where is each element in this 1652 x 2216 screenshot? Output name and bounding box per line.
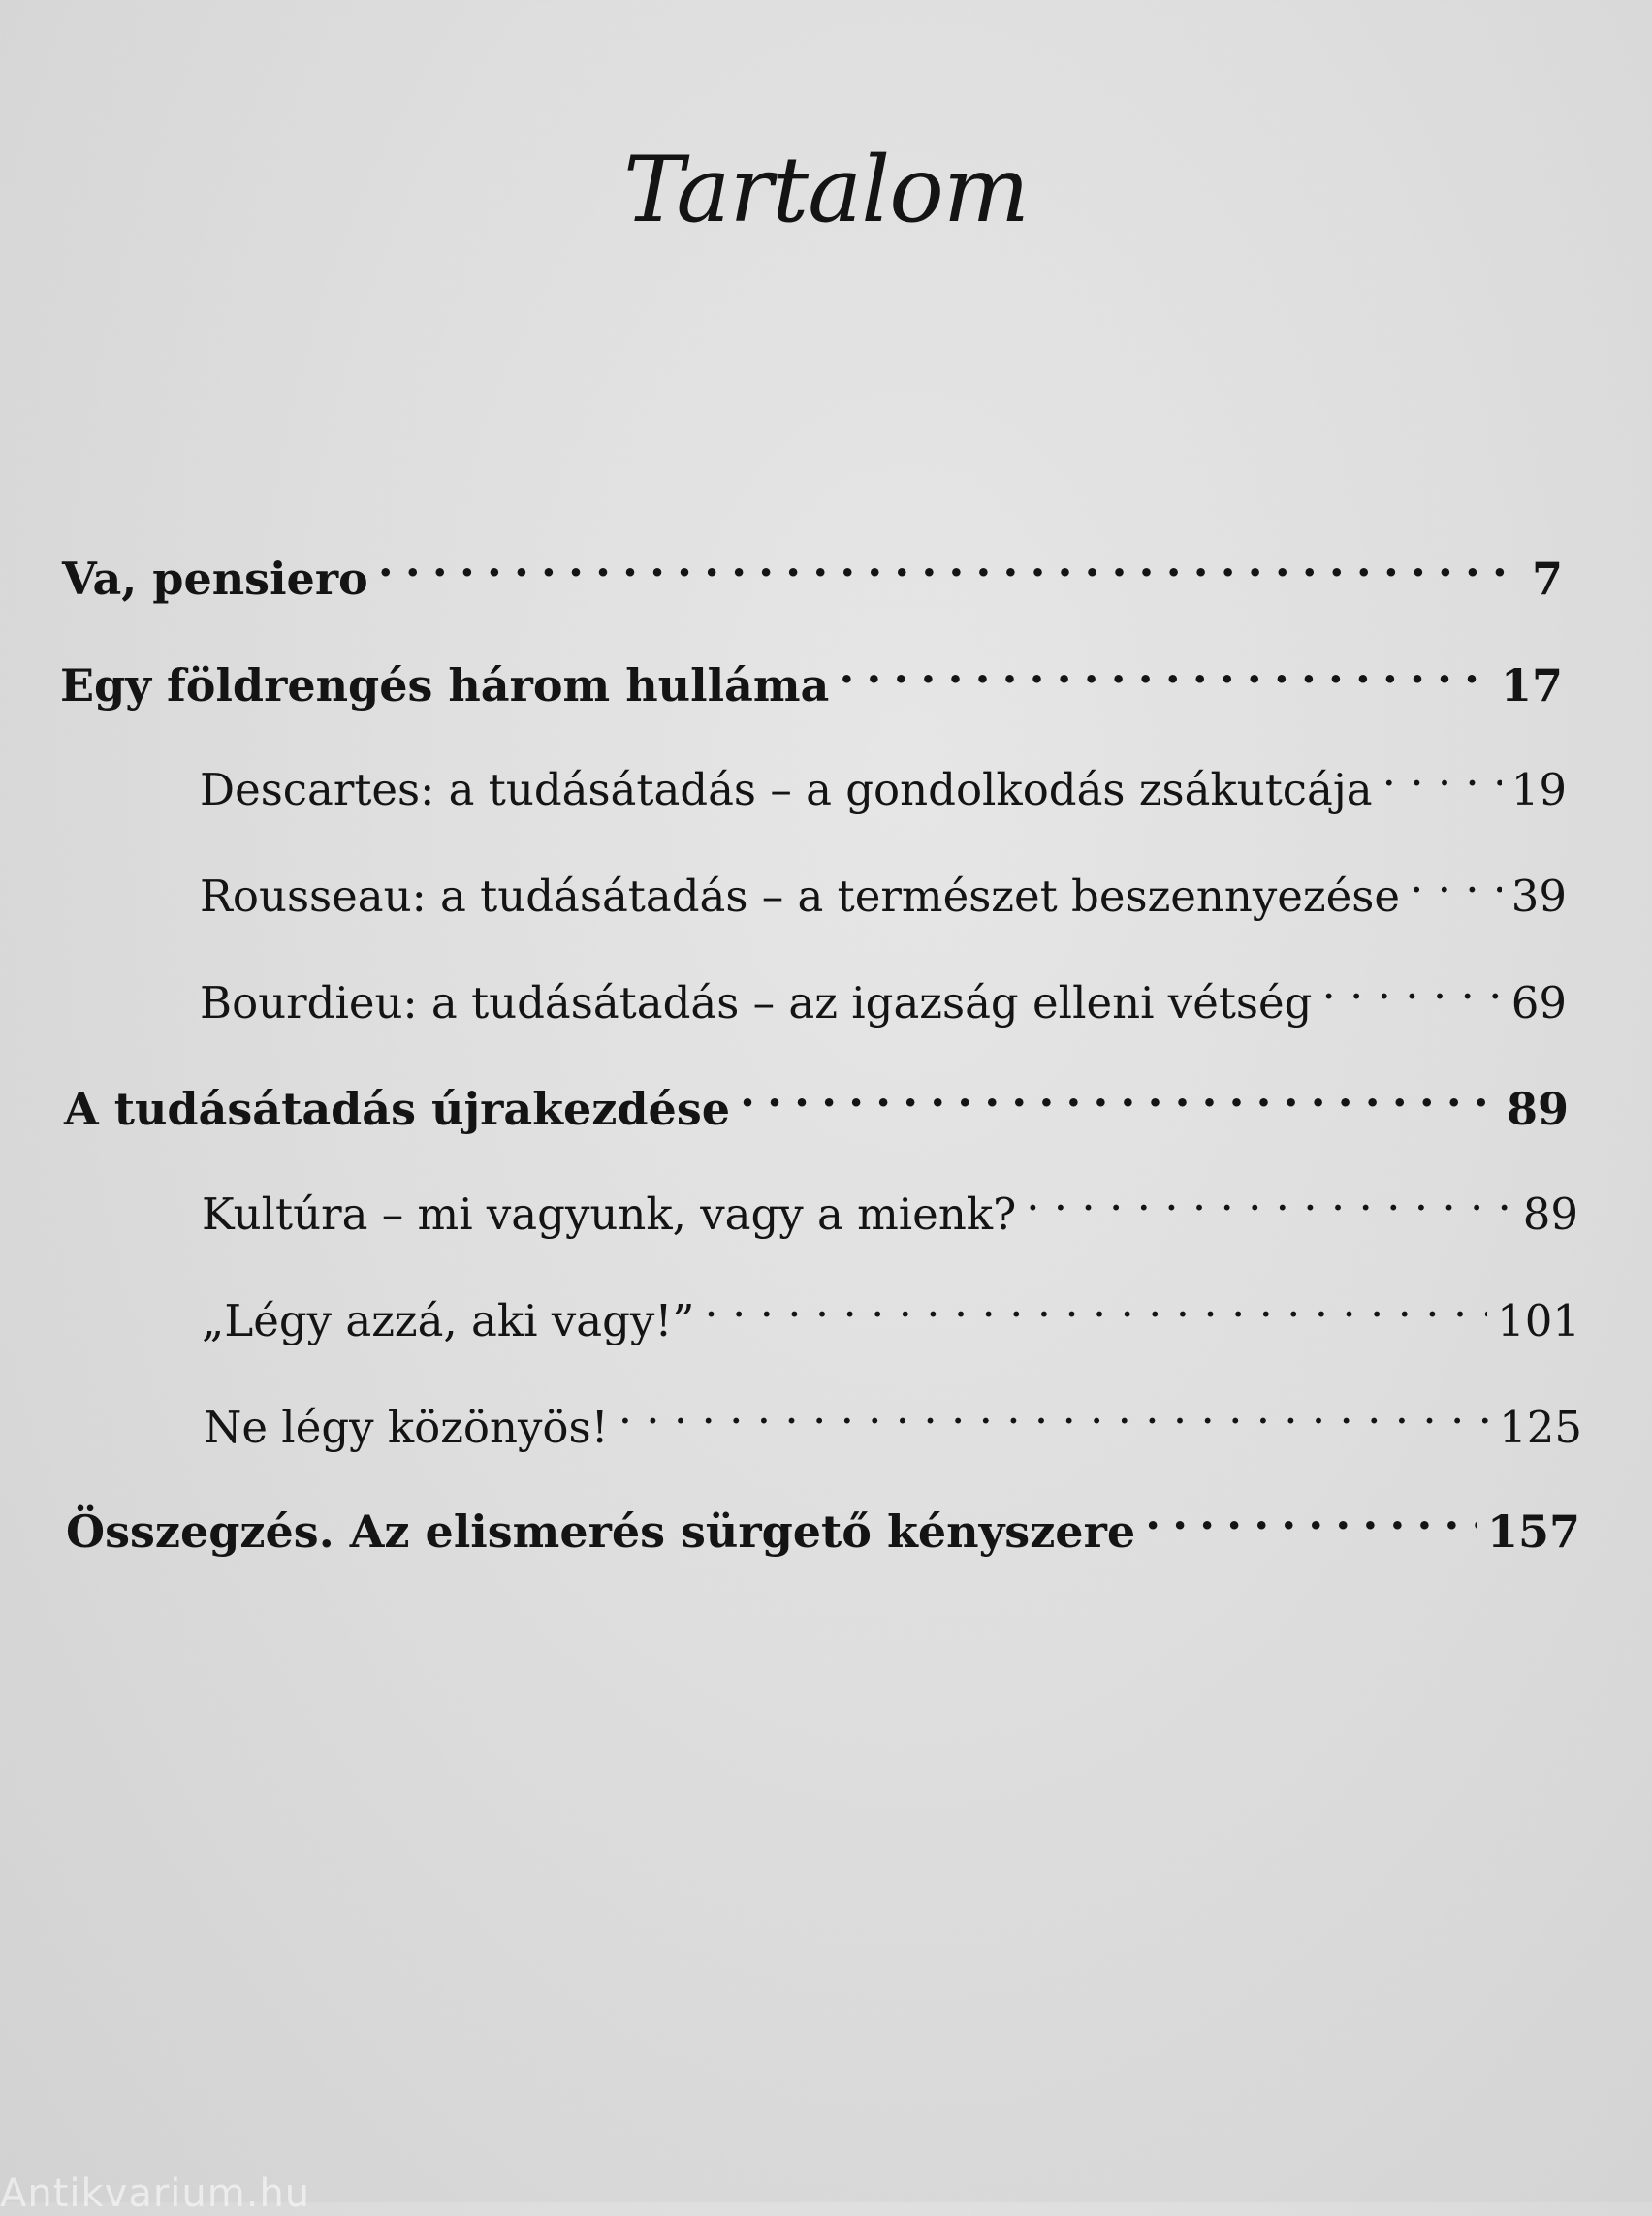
toc-entry-page-number: 39 bbox=[1510, 871, 1567, 922]
dot-leader bbox=[1321, 950, 1501, 1018]
toc-entry-title: Kultúra – mi vagyunk, vagy a mienk? bbox=[202, 1188, 1017, 1240]
toc-entry-page-number: 19 bbox=[1510, 764, 1567, 815]
dot-leader bbox=[1026, 1161, 1513, 1229]
toc-entry-title: „Légy azzá, aki vagy!” bbox=[202, 1295, 695, 1346]
toc-entry-section bbox=[200, 950, 1567, 1029]
toc-entry-title: A tudásátadás újrakezdése bbox=[64, 1083, 730, 1135]
toc-entry-chapter bbox=[64, 1057, 1569, 1135]
dot-leader bbox=[1382, 737, 1502, 805]
toc-entry-section bbox=[200, 843, 1567, 922]
watermark: Antikvarium.hu bbox=[0, 2171, 311, 2216]
toc-entry-page-number: 89 bbox=[1522, 1188, 1578, 1240]
toc-entry-title: Egy földrengés három hulláma bbox=[60, 659, 830, 712]
toc-entry-page-number: 17 bbox=[1500, 659, 1563, 712]
dot-leader bbox=[1145, 1479, 1477, 1547]
dot-leader bbox=[1410, 843, 1502, 911]
toc-entry-chapter bbox=[60, 633, 1563, 712]
toc-entry-chapter bbox=[62, 526, 1563, 605]
toc-entry-title: Va, pensiero bbox=[62, 553, 368, 605]
toc-entry-page-number: 69 bbox=[1510, 977, 1567, 1029]
dot-leader bbox=[378, 526, 1522, 594]
toc-entry-title: Ne légy közönyös! bbox=[204, 1402, 609, 1453]
toc-entry-title: Descartes: a tudásátadás – a gondolkodás zsákutcája bbox=[200, 764, 1373, 815]
toc-entry-chapter bbox=[66, 1479, 1580, 1558]
toc-entry-title: Rousseau: a tudásátadás – a természet beszennyezése bbox=[200, 871, 1400, 922]
dot-leader bbox=[839, 633, 1491, 701]
dot-leader bbox=[619, 1375, 1489, 1442]
toc-entry-page-number: 89 bbox=[1506, 1083, 1569, 1135]
toc-entry-section bbox=[202, 1268, 1580, 1346]
toc-entry-title: Összegzés. Az elismerés sürgető kényszere bbox=[66, 1505, 1136, 1558]
page-title: Tartalom bbox=[623, 137, 1029, 243]
toc-entry-page-number: 157 bbox=[1486, 1505, 1580, 1558]
toc-entry-page-number: 125 bbox=[1499, 1402, 1582, 1453]
dot-leader bbox=[704, 1268, 1487, 1336]
toc-entry-section bbox=[202, 1161, 1578, 1240]
toc-entry-title: Bourdieu: a tudásátadás – az igazság elleni vétség bbox=[200, 977, 1313, 1029]
toc-entry-section bbox=[204, 1375, 1582, 1453]
toc-entry-page-number: 101 bbox=[1497, 1295, 1580, 1346]
toc-entry-section bbox=[200, 737, 1567, 815]
dot-leader bbox=[740, 1057, 1497, 1124]
toc-entry-page-number: 7 bbox=[1531, 553, 1563, 605]
